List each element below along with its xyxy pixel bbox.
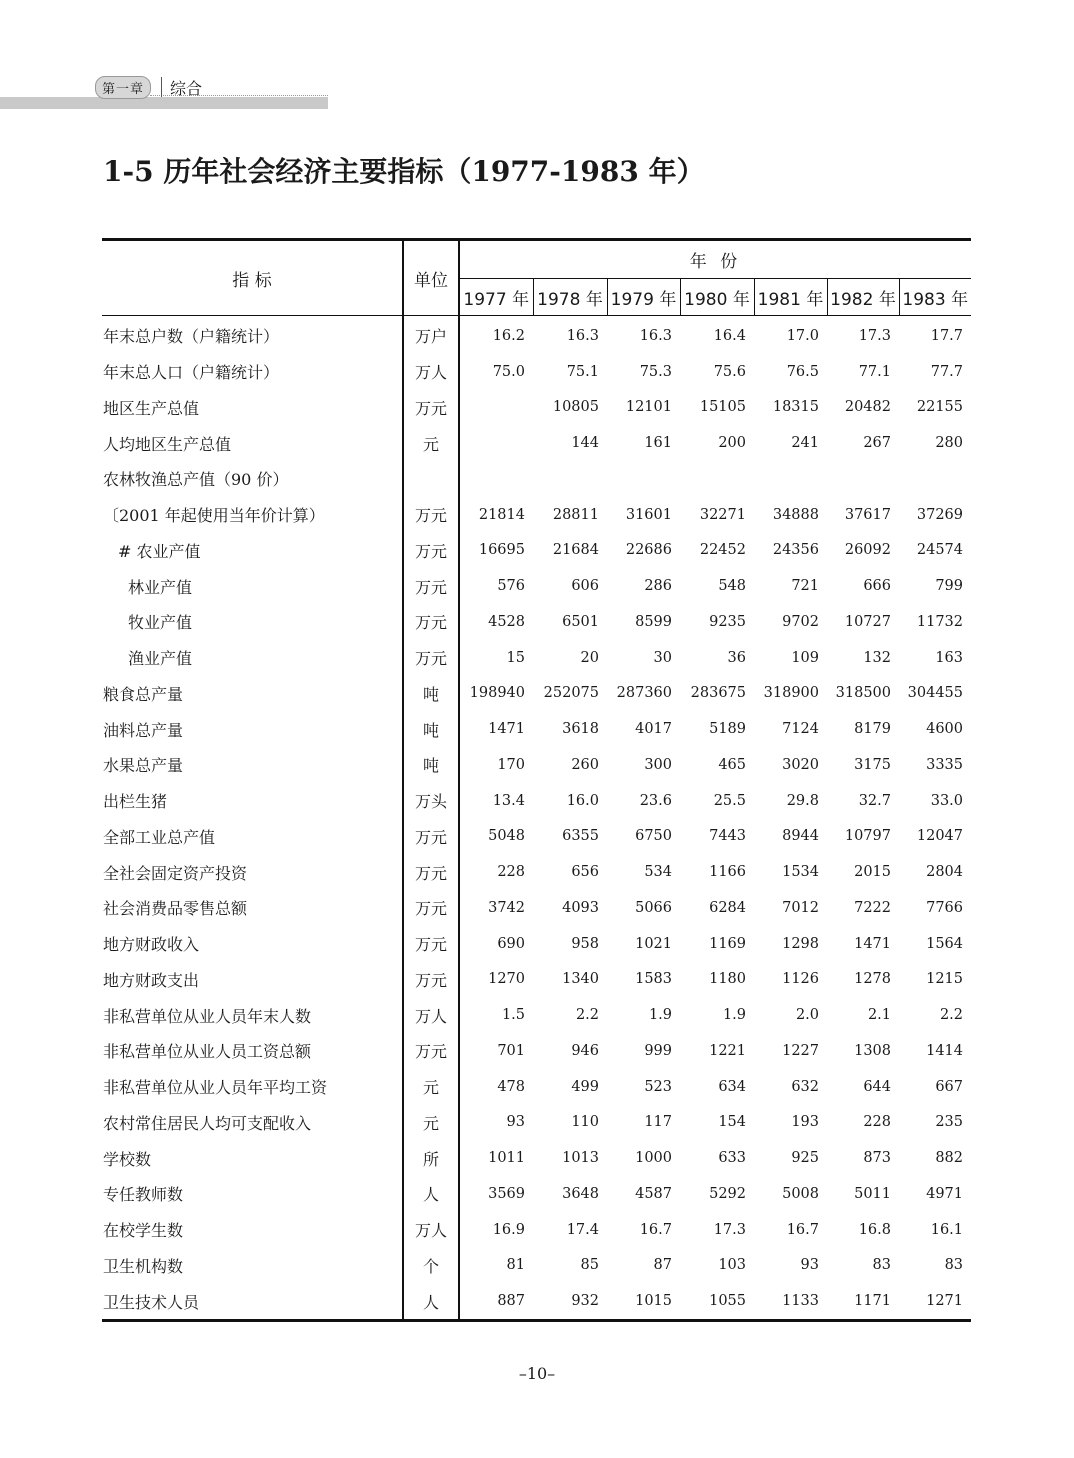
row-label: 学校数 (103, 1149, 152, 1169)
value-cell: 12047 (916, 828, 964, 845)
row-label: # 农业产值 (118, 541, 201, 561)
value-cell: 16.3 (566, 327, 599, 344)
value-cell: 721 (791, 578, 819, 595)
value-cell (459, 390, 533, 426)
row-unit: 万人 (403, 354, 459, 390)
value-cell: 25.5 (713, 792, 746, 809)
value-cell: 534 (644, 864, 672, 881)
value-cell: 200 (718, 435, 746, 452)
value-cell: 576 (497, 578, 525, 595)
value-cell: 17.7 (930, 327, 964, 344)
value-cell: 8599 (635, 613, 672, 630)
value-cell: 280 (935, 435, 964, 452)
row-unit: 元 (403, 1069, 459, 1105)
table-row (102, 783, 971, 819)
value-cell: 22452 (699, 542, 746, 559)
table-row (102, 1283, 971, 1320)
table-row (102, 747, 971, 783)
value-cell: 21814 (478, 506, 525, 523)
value-cell (533, 461, 607, 497)
value-cell: 1180 (709, 971, 746, 988)
value-cell: 77.7 (930, 363, 964, 380)
row-label: 全社会固定资产投资 (103, 863, 248, 883)
row-unit: 万元 (403, 1033, 459, 1069)
value-cell: 3020 (782, 756, 819, 773)
value-cell: 16.8 (858, 1221, 891, 1238)
value-cell: 11732 (916, 613, 964, 630)
table-row (102, 1105, 971, 1141)
value-cell: 17.3 (713, 1221, 746, 1238)
row-label: 年末总户数（户籍统计） (103, 327, 280, 347)
value-cell: 5292 (709, 1185, 746, 1202)
value-cell: 170 (497, 756, 525, 773)
value-cell: 37269 (916, 506, 964, 523)
value-cell: 16695 (478, 542, 525, 559)
value-cell: 193 (791, 1114, 819, 1131)
value-cell: 32271 (699, 506, 746, 523)
table-row (102, 854, 971, 890)
value-cell (754, 461, 827, 497)
value-cell: 252075 (543, 685, 599, 702)
table-row (102, 1248, 971, 1284)
value-cell: 260 (571, 756, 599, 773)
value-cell: 132 (863, 649, 891, 666)
value-cell: 523 (644, 1078, 672, 1095)
value-cell: 1011 (488, 1150, 525, 1167)
value-cell: 7443 (709, 828, 746, 845)
value-cell: 7222 (854, 899, 891, 916)
value-cell: 1583 (635, 971, 672, 988)
value-cell: 1471 (488, 721, 525, 738)
value-cell: 12101 (625, 399, 672, 416)
value-cell: 6355 (562, 828, 599, 845)
value-cell: 5189 (709, 721, 746, 738)
value-cell: 117 (644, 1114, 672, 1131)
value-cell: 1000 (635, 1150, 672, 1167)
value-cell: 932 (571, 1293, 599, 1310)
value-cell: 267 (863, 435, 891, 452)
row-label: 粮食总产量 (103, 684, 184, 704)
value-cell: 22686 (625, 542, 672, 559)
value-cell (459, 425, 533, 461)
value-cell: 606 (571, 578, 599, 595)
value-cell: 1308 (854, 1042, 891, 1059)
value-cell: 9702 (782, 613, 819, 630)
table-row (102, 425, 971, 461)
table-row (102, 390, 971, 426)
chapter-separator (161, 77, 162, 97)
value-cell: 36 (727, 649, 746, 666)
value-cell: 5066 (635, 899, 672, 916)
value-cell: 29.8 (786, 792, 819, 809)
value-cell: 286 (644, 578, 672, 595)
table-row (102, 1176, 971, 1212)
value-cell: 75.0 (492, 363, 525, 380)
value-cell: 1169 (709, 935, 746, 952)
table-row (102, 676, 971, 712)
value-cell: 873 (863, 1150, 891, 1167)
header-years: 年 份 (459, 240, 971, 279)
row-label: 油料总产量 (103, 720, 184, 740)
row-label: 社会消费品零售总额 (103, 899, 248, 919)
value-cell: 28811 (552, 506, 599, 523)
value-cell: 198940 (469, 685, 525, 702)
value-cell: 16.7 (639, 1221, 672, 1238)
value-cell: 300 (644, 756, 672, 773)
row-label: 农村常住居民人均可支配收入 (103, 1113, 312, 1133)
value-cell: 1271 (926, 1293, 964, 1310)
value-cell: 548 (718, 578, 746, 595)
value-cell: 465 (718, 756, 746, 773)
row-unit: 吨 (403, 747, 459, 783)
value-cell: 17.4 (566, 1221, 599, 1238)
table-row (102, 1069, 971, 1105)
value-cell: 15105 (699, 399, 746, 416)
row-label: 人均地区生产总值 (103, 434, 232, 454)
value-cell: 16.1 (930, 1221, 964, 1238)
value-cell: 644 (863, 1078, 891, 1095)
value-cell: 109 (791, 649, 819, 666)
value-cell: 701 (497, 1042, 525, 1059)
row-unit: 万元 (403, 533, 459, 569)
table-row (102, 1212, 971, 1248)
value-cell: 10805 (552, 399, 599, 416)
value-cell: 1126 (782, 971, 819, 988)
value-cell: 235 (935, 1114, 964, 1131)
value-cell: 93 (800, 1257, 819, 1274)
table-row (102, 997, 971, 1033)
row-label: 在校学生数 (103, 1221, 184, 1241)
row-unit: 个 (403, 1248, 459, 1284)
row-unit: 万元 (403, 390, 459, 426)
value-cell: 925 (791, 1150, 819, 1167)
value-cell: 1015 (635, 1293, 672, 1310)
table-row (102, 711, 971, 747)
table-row (102, 819, 971, 855)
page-title: 1-5 历年社会经济主要指标（1977-1983 年） (103, 155, 705, 188)
value-cell: 6501 (562, 613, 599, 630)
value-cell: 30 (653, 649, 672, 666)
value-cell: 1270 (488, 971, 525, 988)
row-label: 非私营单位从业人员工资总额 (103, 1042, 312, 1062)
value-cell: 228 (497, 864, 525, 881)
value-cell: 1221 (709, 1042, 746, 1059)
value-cell: 3618 (562, 721, 599, 738)
value-cell: 75.3 (639, 363, 672, 380)
value-cell: 1171 (854, 1293, 891, 1310)
row-unit: 元 (403, 1105, 459, 1141)
row-label: 地区生产总值 (103, 398, 200, 418)
table-row (102, 890, 971, 926)
value-cell: 666 (863, 578, 891, 595)
value-cell: 6750 (635, 828, 672, 845)
value-cell (459, 461, 533, 497)
row-unit: 万户 (403, 316, 459, 354)
value-cell: 3648 (562, 1185, 599, 1202)
row-unit: 吨 (403, 676, 459, 712)
table-row (102, 497, 971, 533)
value-cell: 6284 (709, 899, 746, 916)
row-label: 卫生机构数 (103, 1256, 184, 1276)
row-label: 水果总产量 (103, 756, 184, 776)
row-unit: 万元 (403, 819, 459, 855)
value-cell: 1340 (562, 971, 599, 988)
row-label: 牧业产值 (128, 613, 193, 633)
value-cell: 15 (506, 649, 525, 666)
year-header: 1978 年 (533, 279, 607, 316)
value-cell: 16.4 (713, 327, 746, 344)
value-cell: 1278 (854, 971, 891, 988)
value-cell: 87 (653, 1257, 672, 1274)
year-header: 1979 年 (607, 279, 680, 316)
value-cell: 1564 (926, 935, 964, 952)
row-label: 年末总人口（户籍统计） (103, 363, 280, 383)
value-cell: 2015 (854, 864, 891, 881)
year-header: 1982 年 (827, 279, 899, 316)
value-cell: 16.2 (492, 327, 525, 344)
value-cell: 656 (571, 864, 599, 881)
year-header: 1980 年 (680, 279, 754, 316)
value-cell: 24356 (772, 542, 819, 559)
row-unit: 人 (403, 1176, 459, 1212)
value-cell: 9235 (709, 613, 746, 630)
value-cell: 17.0 (786, 327, 819, 344)
table-row (102, 926, 971, 962)
value-cell: 633 (718, 1150, 746, 1167)
year-header: 1983 年 (899, 279, 971, 316)
value-cell: 5048 (488, 828, 525, 845)
row-unit: 万头 (403, 783, 459, 819)
value-cell: 81 (506, 1257, 525, 1274)
value-cell: 4971 (926, 1185, 964, 1202)
row-label: 地方财政收入 (103, 935, 200, 955)
value-cell: 958 (571, 935, 599, 952)
value-cell: 632 (791, 1078, 819, 1095)
value-cell: 103 (718, 1257, 746, 1274)
value-cell: 163 (935, 649, 964, 666)
value-cell: 1013 (562, 1150, 599, 1167)
value-cell: 77.1 (858, 363, 891, 380)
value-cell: 4587 (635, 1185, 672, 1202)
value-cell: 318500 (835, 685, 891, 702)
table-row (102, 962, 971, 998)
value-cell: 887 (497, 1293, 525, 1310)
value-cell: 799 (935, 578, 964, 595)
value-cell: 241 (791, 435, 819, 452)
value-cell: 2.1 (867, 1007, 891, 1024)
table-body (102, 316, 971, 1321)
value-cell: 4600 (926, 721, 964, 738)
page-number: –10– (518, 1364, 556, 1383)
table-row (102, 533, 971, 569)
value-cell: 478 (497, 1078, 525, 1095)
value-cell: 667 (935, 1078, 964, 1095)
value-cell: 1471 (854, 935, 891, 952)
row-unit: 万元 (403, 640, 459, 676)
value-cell: 3175 (854, 756, 891, 773)
table-row (102, 568, 971, 604)
row-unit: 所 (403, 1140, 459, 1176)
value-cell (899, 461, 971, 497)
header-indicator: 指 标 (102, 240, 403, 316)
table-row (102, 1140, 971, 1176)
value-cell: 24574 (916, 542, 964, 559)
chapter-header (95, 76, 202, 98)
value-cell: 23.6 (639, 792, 672, 809)
year-header: 1977 年 (459, 279, 533, 316)
value-cell: 83 (872, 1257, 891, 1274)
value-cell: 1298 (782, 935, 819, 952)
value-cell: 1534 (782, 864, 819, 881)
value-cell: 1414 (926, 1042, 964, 1059)
value-cell: 16.0 (566, 792, 599, 809)
row-label: 渔业产值 (128, 649, 193, 669)
row-unit: 元 (403, 425, 459, 461)
chapter-title: 综合 (170, 78, 203, 98)
value-cell: 1227 (782, 1042, 819, 1059)
value-cell: 8179 (854, 721, 891, 738)
value-cell: 10797 (844, 828, 891, 845)
value-cell: 1133 (782, 1293, 819, 1310)
value-cell: 83 (944, 1257, 964, 1274)
value-cell: 93 (506, 1114, 525, 1131)
value-cell: 882 (935, 1150, 964, 1167)
value-cell: 318900 (763, 685, 819, 702)
value-cell: 154 (718, 1114, 746, 1131)
row-label: 专任教师数 (103, 1185, 184, 1205)
value-cell: 4017 (635, 721, 672, 738)
value-cell: 20 (580, 649, 599, 666)
value-cell: 7766 (926, 899, 964, 916)
value-cell: 7012 (782, 899, 819, 916)
value-cell: 499 (571, 1078, 599, 1095)
table-row (102, 354, 971, 390)
value-cell: 16.9 (492, 1221, 525, 1238)
row-label: 出栏生猪 (103, 792, 168, 812)
row-label: 〔2001 年起使用当年价计算） (103, 506, 325, 526)
table-row (102, 640, 971, 676)
value-cell: 144 (571, 435, 599, 452)
header-bar (0, 97, 328, 109)
row-unit: 万元 (403, 890, 459, 926)
value-cell: 7124 (782, 721, 819, 738)
value-cell: 1021 (635, 935, 672, 952)
row-unit: 万元 (403, 604, 459, 640)
value-cell: 26092 (844, 542, 891, 559)
value-cell: 2804 (926, 864, 964, 881)
value-cell: 3335 (926, 756, 964, 773)
row-unit: 人 (403, 1283, 459, 1320)
row-label: 农林牧渔总产值（90 价） (103, 470, 289, 490)
row-unit (403, 461, 459, 497)
value-cell: 22155 (916, 399, 964, 416)
row-unit: 万元 (403, 568, 459, 604)
value-cell: 1215 (926, 971, 964, 988)
row-unit: 万元 (403, 854, 459, 890)
year-header: 1981 年 (754, 279, 827, 316)
row-unit: 万元 (403, 497, 459, 533)
value-cell: 76.5 (786, 363, 819, 380)
value-cell (680, 461, 754, 497)
value-cell: 21684 (552, 542, 599, 559)
chapter-label: 第一章 (95, 76, 151, 99)
value-cell: 5008 (782, 1185, 819, 1202)
value-cell: 18315 (772, 399, 819, 416)
row-label: 地方财政支出 (103, 970, 200, 990)
value-cell: 75.1 (566, 363, 599, 380)
value-cell: 1.9 (722, 1007, 746, 1024)
table-row (102, 1033, 971, 1069)
value-cell: 16.3 (639, 327, 672, 344)
value-cell: 2.2 (575, 1007, 599, 1024)
row-unit: 吨 (403, 711, 459, 747)
value-cell: 287360 (616, 685, 672, 702)
table-row (102, 604, 971, 640)
value-cell: 3742 (488, 899, 525, 916)
value-cell: 4528 (488, 613, 525, 630)
value-cell: 634 (718, 1078, 746, 1095)
row-label: 全部工业总产值 (103, 827, 216, 847)
row-label: 林业产值 (128, 577, 193, 597)
value-cell: 8944 (782, 828, 819, 845)
value-cell: 85 (580, 1257, 599, 1274)
row-label: 非私营单位从业人员年平均工资 (103, 1078, 328, 1098)
value-cell: 1055 (709, 1293, 746, 1310)
indicators-table (102, 238, 971, 1322)
row-label: 卫生技术人员 (103, 1292, 200, 1312)
row-unit: 万元 (403, 962, 459, 998)
value-cell: 110 (571, 1114, 599, 1131)
header-unit: 单位 (403, 240, 459, 316)
value-cell: 37617 (844, 506, 891, 523)
value-cell: 10727 (844, 613, 891, 630)
value-cell: 1166 (709, 864, 746, 881)
value-cell: 161 (644, 435, 672, 452)
value-cell: 2.0 (795, 1007, 819, 1024)
value-cell: 34888 (772, 506, 819, 523)
value-cell: 5011 (854, 1185, 891, 1202)
value-cell: 1.5 (501, 1007, 525, 1024)
value-cell: 4093 (562, 899, 599, 916)
value-cell: 20482 (844, 399, 891, 416)
value-cell: 3569 (488, 1185, 525, 1202)
value-cell: 32.7 (858, 792, 891, 809)
table-row (102, 461, 971, 497)
value-cell: 946 (571, 1042, 599, 1059)
value-cell (827, 461, 899, 497)
row-label: 非私营单位从业人员年末人数 (103, 1006, 312, 1026)
row-unit: 万人 (403, 997, 459, 1033)
value-cell: 31601 (625, 506, 672, 523)
table-row (102, 316, 971, 354)
value-cell: 2.2 (939, 1007, 964, 1024)
value-cell (607, 461, 680, 497)
value-cell: 999 (644, 1042, 672, 1059)
value-cell: 283675 (690, 685, 746, 702)
row-unit: 万元 (403, 926, 459, 962)
value-cell: 1.9 (648, 1007, 672, 1024)
value-cell: 304455 (907, 685, 964, 702)
value-cell: 13.4 (492, 792, 525, 809)
value-cell: 17.3 (858, 327, 891, 344)
value-cell: 690 (497, 935, 525, 952)
row-unit: 万人 (403, 1212, 459, 1248)
value-cell: 33.0 (930, 792, 964, 809)
value-cell: 75.6 (713, 363, 746, 380)
value-cell: 16.7 (786, 1221, 819, 1238)
value-cell: 228 (863, 1114, 891, 1131)
